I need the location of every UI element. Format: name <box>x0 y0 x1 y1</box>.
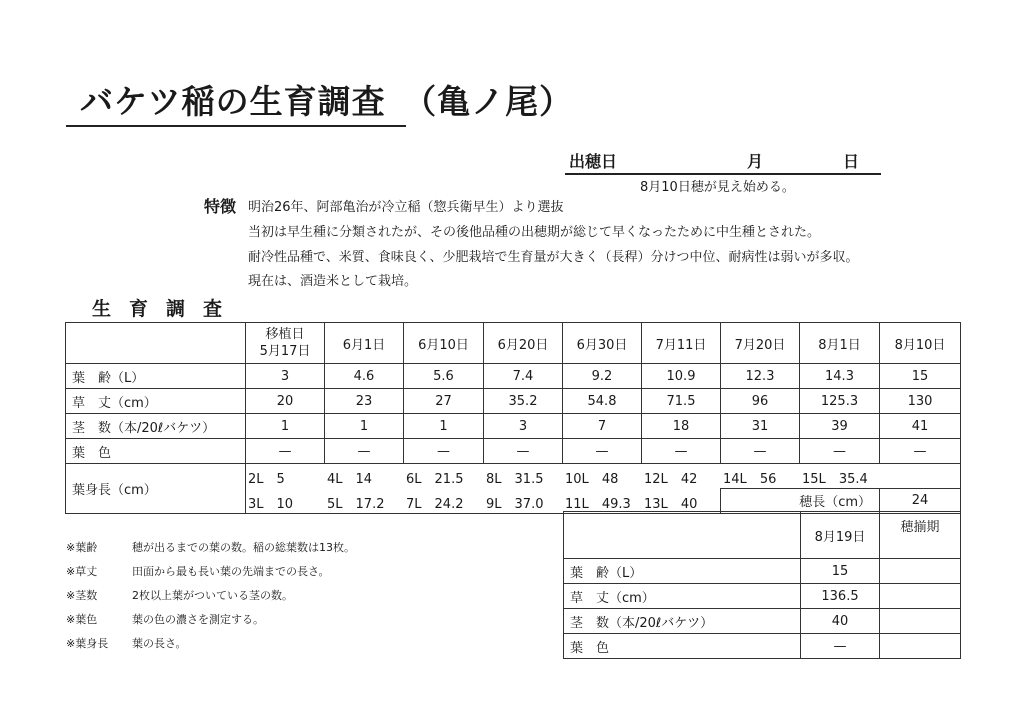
note-key: ※茎数 <box>66 589 98 602</box>
table-cell: — <box>800 439 880 464</box>
table-cell <box>880 584 961 609</box>
row-label: 茎 数（本/20ℓバケツ） <box>564 609 801 634</box>
date-header: 7月20日 <box>721 323 800 364</box>
sub-header-row <box>564 512 961 559</box>
leaf-length-entry: 7L 24.2 <box>406 496 464 512</box>
note-key: ※草丈 <box>66 565 98 578</box>
note-key: ※葉色 <box>66 613 98 626</box>
table-row <box>66 389 961 414</box>
table-cell: 1 <box>325 414 404 439</box>
corner-cell <box>564 512 801 559</box>
leaf-length-entry: 8L 31.5 <box>486 472 544 487</box>
features-label: 特徴 <box>204 197 237 216</box>
table-cell: 10.9 <box>642 364 721 389</box>
date-header: 6月30日 <box>563 323 642 364</box>
table-cell: — <box>404 439 484 464</box>
table-cell: 96 <box>721 389 800 414</box>
table-cell: 9.2 <box>563 364 642 389</box>
table-cell: 27 <box>404 389 484 414</box>
leaf-length-entry: 10L 48 <box>565 472 619 487</box>
date-header: 6月10日 <box>404 323 484 364</box>
row-label: 葉 色 <box>564 634 801 659</box>
table-cell: 39 <box>800 414 880 439</box>
table-cell: — <box>325 439 404 464</box>
leaf-length-entry: 12L 42 <box>644 472 698 487</box>
note-key: ※葉齢 <box>66 541 98 554</box>
table-cell: 12.3 <box>721 364 800 389</box>
date-header: 6月20日 <box>484 323 563 364</box>
note-text: 葉の色の濃さを測定する。 <box>132 613 264 626</box>
table-cell: — <box>880 439 961 464</box>
page-title: バケツ稲の生育調査 （亀ノ尾） <box>80 82 574 121</box>
feature-line: 耐冷性品種で、米質、食味良く、少肥栽培で生育量が大きく（長稈）分けつ中位、耐病性は弱いが多収。 <box>248 250 859 265</box>
table-cell: — <box>642 439 721 464</box>
table-cell: 7.4 <box>484 364 563 389</box>
table-cell: 20 <box>246 389 325 414</box>
leaf-length-entry: 5L 17.2 <box>327 496 385 512</box>
leaf-length-entry: 3L 10 <box>248 496 294 512</box>
table-cell: 130 <box>880 389 961 414</box>
table-cell: — <box>484 439 563 464</box>
table-cell: 71.5 <box>642 389 721 414</box>
leaf-lengths-row1 <box>246 464 961 489</box>
table-cell: 125.3 <box>800 389 880 414</box>
row-label: 草 丈（cm） <box>66 389 246 414</box>
heading-date-line <box>565 147 881 175</box>
table-cell <box>880 559 961 584</box>
table-cell: 1 <box>246 414 325 439</box>
date-header: 穂揃期 <box>880 512 961 559</box>
date-header: 8月10日 <box>880 323 961 364</box>
title-underline <box>66 125 406 127</box>
table-cell: — <box>801 634 880 659</box>
table-row <box>66 414 961 439</box>
table-cell: — <box>563 439 642 464</box>
table-cell: 23 <box>325 389 404 414</box>
heading-date-month: 月 <box>747 152 764 171</box>
leaf-length-entry: 4L 14 <box>327 472 373 487</box>
date-header: 6月1日 <box>325 323 404 364</box>
table-cell: 54.8 <box>563 389 642 414</box>
table-row <box>564 559 961 584</box>
date-header-row <box>66 323 961 364</box>
table-cell <box>880 609 961 634</box>
row-label: 草 丈（cm） <box>564 584 801 609</box>
table-cell: 5.6 <box>404 364 484 389</box>
row-label: 葉 色 <box>66 439 246 464</box>
heading-date-day: 日 <box>843 152 860 171</box>
note-text: 田面から最も長い葉の先端までの長さ。 <box>132 565 330 578</box>
table-row <box>564 584 961 609</box>
table-cell: — <box>721 439 800 464</box>
row-label: 茎 数（本/20ℓバケツ） <box>66 414 246 439</box>
table-cell: 4.6 <box>325 364 404 389</box>
feature-line: 当初は早生種に分類されたが、その後他品種の出穂期が総じて早くなったために中生種とされた。 <box>248 225 821 240</box>
row-label: 葉 齢（L） <box>66 364 246 389</box>
table-cell: 35.2 <box>484 389 563 414</box>
row-label: 葉 齢（L） <box>564 559 801 584</box>
table-cell: 3 <box>246 364 325 389</box>
date-header: 8月19日 <box>801 512 880 559</box>
date-header: 7月11日 <box>642 323 721 364</box>
note-text: 2枚以上葉がついている茎の数。 <box>132 589 293 602</box>
table-cell: 1 <box>404 414 484 439</box>
table-cell: 41 <box>880 414 961 439</box>
panicle-length-value: 24 <box>880 489 961 514</box>
corner-cell <box>66 323 246 364</box>
table-cell: 136.5 <box>801 584 880 609</box>
leaf-length-entry: 6L 21.5 <box>406 472 464 487</box>
note-text: 穂が出るまでの葉の数。稲の総葉数は13枚。 <box>132 541 355 554</box>
feature-line: 明治26年、阿部亀治が冷立稲（惣兵衛早生）より選抜 <box>248 200 564 215</box>
note-key: ※葉身長 <box>66 637 109 650</box>
leaf-length-entry: 14L 56 <box>723 472 777 487</box>
leaf-length-entry: 11L 49.3 <box>565 496 631 512</box>
leaf-length-entry: 2L 5 <box>248 472 285 487</box>
feature-line: 現在は、酒造米として栽培。 <box>248 274 418 289</box>
table-cell: 7 <box>563 414 642 439</box>
note-text: 葉の長さ。 <box>132 637 187 650</box>
panicle-length-label: 穂長（cm） <box>721 489 880 514</box>
table-cell: 31 <box>721 414 800 439</box>
table-row <box>564 634 961 659</box>
table-cell <box>880 634 961 659</box>
table-row <box>66 439 961 464</box>
growth-survey-table <box>65 322 961 514</box>
table-cell: — <box>246 439 325 464</box>
leaf-length-entry: 13L 40 <box>644 496 698 512</box>
leaf-length-entry: 9L 37.0 <box>486 496 544 512</box>
survey-section-title: 生育調査 <box>92 298 241 320</box>
table-cell: 18 <box>642 414 721 439</box>
table-cell: 15 <box>880 364 961 389</box>
leaf-lengths-row2 <box>246 489 721 514</box>
heading-note: 8月10日穂が見え始める。 <box>640 180 795 195</box>
table-cell: 40 <box>801 609 880 634</box>
heading-date-label: 出穂日 <box>569 152 618 171</box>
table-cell: 14.3 <box>800 364 880 389</box>
date-header: 移植日 5月17日 <box>246 323 325 364</box>
date-header: 8月1日 <box>800 323 880 364</box>
table-row <box>564 609 961 634</box>
row-label: 葉身長（cm） <box>66 464 246 514</box>
table-cell: 15 <box>801 559 880 584</box>
leaf-length-row <box>66 464 961 489</box>
table-row <box>66 364 961 389</box>
table-cell: 3 <box>484 414 563 439</box>
leaf-length-entry: 15L 35.4 <box>802 472 868 487</box>
heading-survey-table <box>563 511 961 659</box>
